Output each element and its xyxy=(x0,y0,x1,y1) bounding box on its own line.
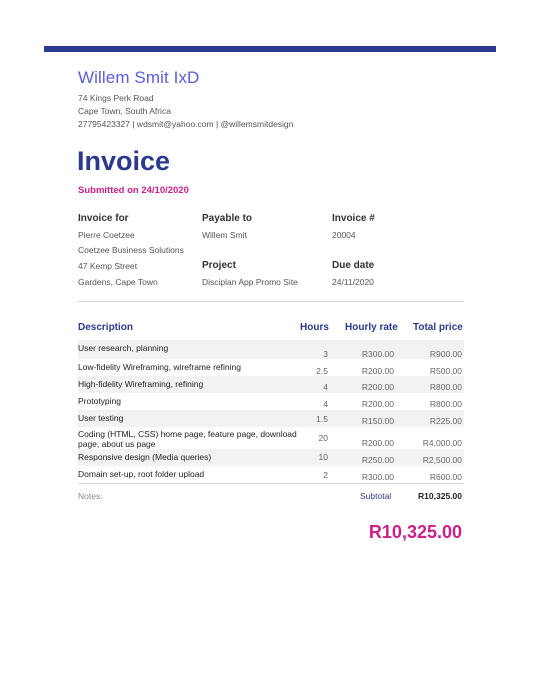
due-date-label: Due date xyxy=(332,260,375,271)
row-rate: R200.00 xyxy=(361,399,394,409)
project-label: Project xyxy=(202,260,236,271)
project-value: Disciplan App Promo Site xyxy=(202,277,298,287)
row-description: Domain set-up, root folder upload xyxy=(78,469,205,479)
row-total: R4,000.00 xyxy=(422,438,462,448)
column-header-rate: Hourly rate xyxy=(345,322,398,333)
row-rate: R300.00 xyxy=(361,472,394,482)
row-description: Coding (HTML, CSS) home page, feature page, download page, about us page xyxy=(78,429,297,449)
row-rate: R200.00 xyxy=(361,366,394,376)
row-total: R225.00 xyxy=(429,416,462,426)
row-hours: 20 xyxy=(318,433,328,443)
row-rate: R150.00 xyxy=(361,416,394,426)
submitted-date: Submitted on 24/10/2020 xyxy=(78,185,189,196)
brand-name: Willem Smit IxD xyxy=(78,68,200,87)
invoice-number-value: 20004 xyxy=(332,230,356,240)
due-date-value: 24/11/2020 xyxy=(332,277,374,287)
address-line: Cape Town, South Africa xyxy=(78,106,171,116)
row-description: User research, planning xyxy=(78,343,169,353)
row-description: High-fidelity Wireframing, refining xyxy=(78,379,204,389)
row-rate: R250.00 xyxy=(361,455,394,465)
table-row xyxy=(78,427,464,449)
subtotal-value: R10,325.00 xyxy=(418,491,462,501)
row-total: R800.00 xyxy=(429,399,462,409)
row-total: R500.00 xyxy=(429,366,462,376)
column-header-total: Total price xyxy=(413,322,463,333)
row-description: Prototyping xyxy=(78,396,121,406)
row-total: R900.00 xyxy=(429,349,462,359)
subtotal-label: Subtotal xyxy=(360,491,392,501)
top-accent-bar xyxy=(44,46,496,52)
row-hours: 10 xyxy=(318,452,328,462)
client-company: Coetzee Business Solutions xyxy=(78,245,184,255)
row-hours: 2 xyxy=(323,470,328,480)
table-row xyxy=(78,449,464,466)
column-header-description: Description xyxy=(78,322,134,333)
client-name: Pierre Coetzee xyxy=(78,230,135,240)
table-row xyxy=(78,340,464,359)
row-hours: 2.5 xyxy=(316,366,328,376)
row-rate: R200.00 xyxy=(361,438,394,448)
table-row xyxy=(78,376,464,393)
divider xyxy=(78,301,464,302)
contact-line: 27795423327 | wdsmit@yahoo.com | @willemsmitdesign xyxy=(78,119,294,129)
client-street: 47 Kemp Street xyxy=(78,261,138,271)
row-description: Low-fidelity Wireframing, wireframe refining xyxy=(78,362,241,372)
row-hours: 4 xyxy=(323,399,328,409)
grand-total: R10,325.00 xyxy=(368,522,462,542)
notes-label: Notes: xyxy=(78,491,103,501)
invoice-for-label: Invoice for xyxy=(78,213,129,224)
column-header-hours: Hours xyxy=(300,322,329,333)
row-rate: R200.00 xyxy=(361,382,394,392)
row-rate: R300.00 xyxy=(361,349,394,359)
table-row xyxy=(78,466,464,483)
row-total: R600.00 xyxy=(429,472,462,482)
client-city: Gardens, Cape Town xyxy=(78,277,158,287)
table-row xyxy=(78,359,464,376)
payable-to-label: Payable to xyxy=(202,213,253,224)
table-row xyxy=(78,410,464,427)
invoice-number-label: Invoice # xyxy=(332,213,375,224)
table-bottom-divider xyxy=(78,483,464,484)
table-row xyxy=(78,393,464,410)
row-hours: 3 xyxy=(323,349,328,359)
address-line: 74 Kings Perk Road xyxy=(78,93,154,103)
row-hours: 4 xyxy=(323,382,328,392)
row-description: Responsive design (Media queries) xyxy=(78,452,212,462)
row-hours: 1.5 xyxy=(316,414,328,424)
row-total: R800.00 xyxy=(429,382,462,392)
payable-to-value: Willem Smit xyxy=(202,230,247,240)
row-total: R2,500.00 xyxy=(422,455,462,465)
invoice-title: Invoice xyxy=(77,146,171,176)
row-description: User testing xyxy=(78,413,124,423)
